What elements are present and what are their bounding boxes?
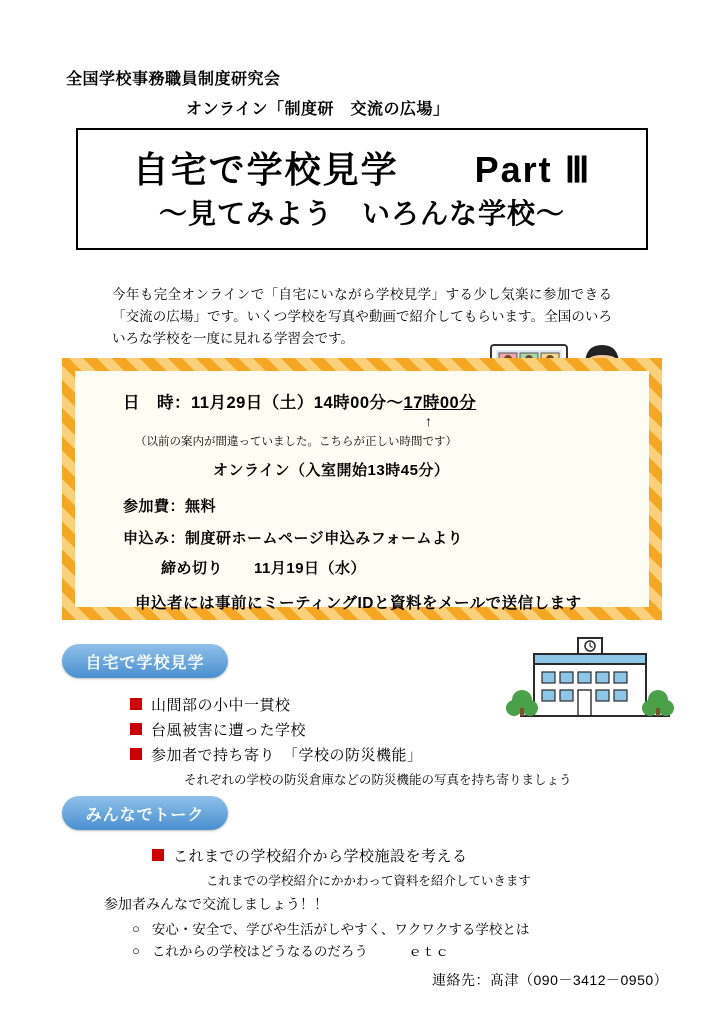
- event-info-inner: [75, 371, 649, 612]
- title-box: [76, 128, 648, 250]
- correction-arrow-icon: ↑: [425, 413, 432, 429]
- event-fee: 参加費：無料: [123, 498, 217, 515]
- online-series-name: オンライン「制度研 交流の広場」: [186, 101, 450, 118]
- list-item: [130, 744, 423, 765]
- event-datetime: [123, 389, 476, 413]
- list-item: [132, 918, 529, 938]
- organization-name: 全国学校事務職員制度研究会: [66, 71, 281, 88]
- list-item-label: 台風被害に遭った学校: [151, 722, 307, 739]
- title-main: 自宅で学校見学 Part Ⅲ: [132, 149, 592, 190]
- event-mail-note: 申込者には事前にミーティングIDと資料をメールで送信します: [135, 595, 582, 612]
- red-square-bullet-icon: [130, 698, 142, 710]
- red-square-bullet-icon: [152, 849, 164, 861]
- list-item-label: 安心・安全で、学びや生活がしやすく、ワクワクする学校とは: [151, 922, 530, 937]
- section-label-talk: みんなでトーク: [62, 796, 228, 830]
- section-label-school-visit: 自宅で学校見学: [62, 644, 228, 678]
- title-sub: ～見てみよう いろんな学校～: [158, 198, 565, 229]
- list-item: [152, 845, 468, 866]
- red-square-bullet-icon: [130, 748, 142, 760]
- list-item: [132, 940, 449, 960]
- list-item-label: これまでの学校紹介から学校施設を考える: [173, 848, 468, 865]
- list-item-label: 参加者で持ち寄り 「学校の防災機能」: [151, 747, 423, 764]
- correction-note: （以前の案内が間違っていました。こちらが正しい時間です）: [135, 436, 457, 448]
- event-deadline: 締め切り 11月19日（水）: [161, 560, 367, 577]
- list-item-label: これからの学校はどうなるのだろう ｅｔｃ: [151, 944, 449, 959]
- contact-info: 連絡先：髙津（090－3412－0950）: [432, 972, 669, 988]
- list-item-label: 山間部の小中一貫校: [151, 697, 291, 714]
- event-format: オンライン（入室開始13時45分）: [213, 462, 450, 479]
- list-item: [130, 694, 291, 715]
- section2-note: これまでの学校紹介にかかわって資料を紹介していきます: [206, 874, 531, 888]
- school-building-icon: [500, 626, 686, 736]
- event-date-label: 日 時：: [123, 394, 191, 412]
- section1-note: それぞれの学校の防災倉庫などの防災機能の写真を持ち寄りましょう: [184, 773, 572, 787]
- section2-lead: 参加者みんなで交流しましょう！！: [104, 896, 328, 912]
- event-info-box: [62, 358, 662, 620]
- intro-paragraph: 今年も完全オンラインで「自宅にいながら学校見学」する少し気楽に参加できる「交流の広場」です。いくつ学校を写真や動画で紹介してもらいます。全国のいろいろな学校を一度に見れる学習会です。: [112, 287, 612, 346]
- event-apply: 申込み：制度研ホームページ申込みフォームより: [123, 530, 463, 547]
- event-date-value: 11月29日（土）14時00分～: [191, 394, 404, 412]
- red-square-bullet-icon: [130, 723, 142, 735]
- list-item: [130, 719, 306, 740]
- circle-bullet-icon: ○: [132, 920, 140, 936]
- circle-bullet-icon: ○: [132, 942, 140, 958]
- event-end-time: 17時00分: [403, 394, 477, 412]
